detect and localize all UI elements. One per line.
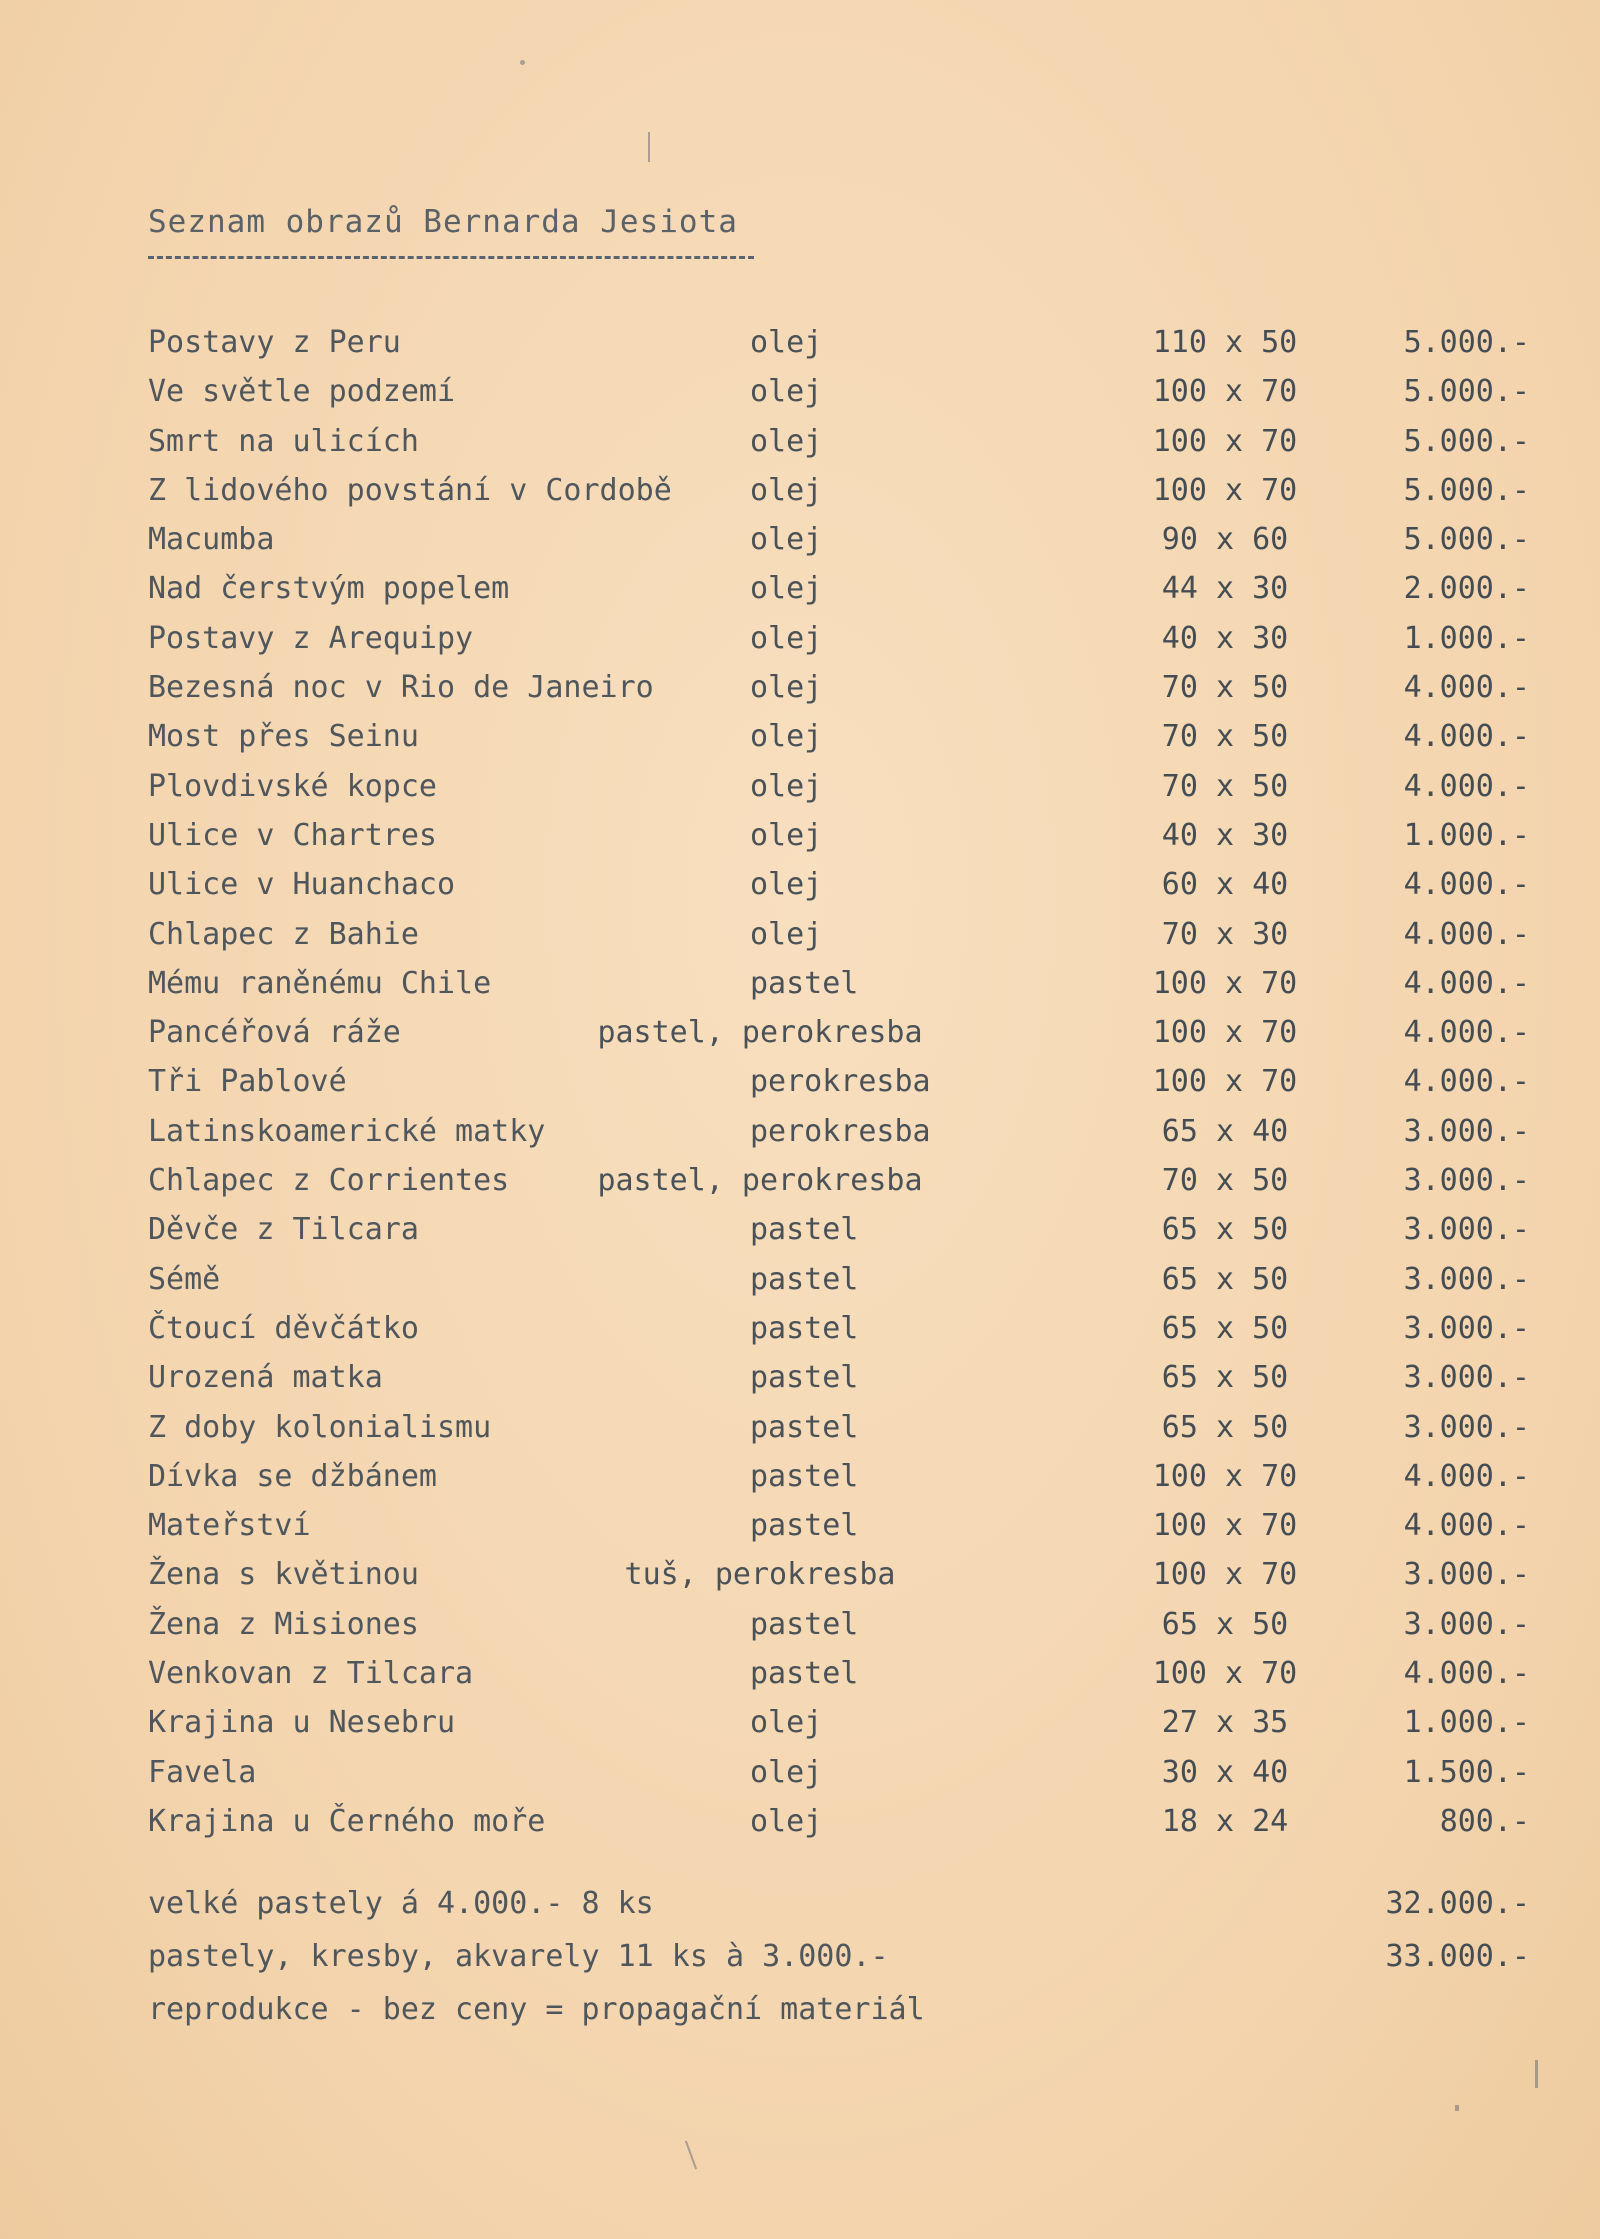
artwork-technique: pastel bbox=[750, 1458, 859, 1494]
artwork-technique: pastel bbox=[750, 1261, 859, 1297]
artwork-row bbox=[0, 1107, 1600, 1156]
artwork-row bbox=[0, 663, 1600, 712]
artwork-row bbox=[0, 1057, 1600, 1106]
artwork-price: 3.000.- bbox=[1403, 1409, 1530, 1445]
artwork-price: 800.- bbox=[1439, 1803, 1530, 1839]
artwork-title: Krajina u Nesebru bbox=[148, 1705, 456, 1741]
artwork-row bbox=[0, 811, 1600, 860]
artwork-row bbox=[0, 417, 1600, 466]
artwork-price: 4.000.- bbox=[1403, 916, 1530, 952]
artwork-technique: tuš, perokresba bbox=[624, 1557, 896, 1593]
artwork-title: Žena z Misiones bbox=[148, 1606, 419, 1642]
artwork-dimensions: 100 x 70 bbox=[1152, 1508, 1298, 1544]
artwork-title: Dívka se džbánem bbox=[148, 1458, 437, 1494]
artwork-row bbox=[0, 1698, 1600, 1747]
artwork-row bbox=[0, 1304, 1600, 1353]
artwork-dimensions: 110 x 50 bbox=[1152, 325, 1298, 360]
artwork-dimensions: 30 x 40 bbox=[1161, 1754, 1289, 1790]
artwork-dimensions: 100 x 70 bbox=[1152, 965, 1298, 1001]
artwork-row bbox=[0, 712, 1600, 761]
artwork-price: 4.000.- bbox=[1403, 965, 1530, 1001]
artwork-price: 4.000.- bbox=[1403, 1064, 1530, 1100]
artwork-dimensions: 100 x 70 bbox=[1152, 472, 1298, 508]
summary-row bbox=[0, 1877, 1600, 1930]
artwork-title: Smrt na ulicích bbox=[148, 423, 419, 459]
artwork-technique: pastel bbox=[750, 1508, 859, 1544]
summary-text: velké pastely á 4.000.- 8 ks bbox=[148, 1886, 654, 1921]
artwork-row bbox=[0, 1205, 1600, 1254]
artwork-price: 4.000.- bbox=[1403, 1015, 1530, 1051]
artwork-price: 3.000.- bbox=[1403, 1261, 1530, 1297]
artwork-dimensions: 65 x 50 bbox=[1161, 1360, 1289, 1396]
artwork-title: Bezesná noc v Rio de Janeiro bbox=[148, 670, 654, 706]
artwork-row bbox=[0, 860, 1600, 909]
artwork-dimensions: 70 x 50 bbox=[1161, 768, 1289, 804]
artwork-technique: olej bbox=[750, 768, 823, 804]
artwork-title: Latinskoamerické matky bbox=[148, 1113, 546, 1149]
artwork-price: 1.000.- bbox=[1403, 620, 1530, 656]
artwork-technique: olej bbox=[750, 670, 823, 706]
artwork-title: Mateřství bbox=[148, 1508, 311, 1544]
artwork-price: 4.000.- bbox=[1403, 670, 1530, 706]
artwork-dimensions: 100 x 70 bbox=[1152, 1656, 1298, 1692]
artwork-technique: pastel bbox=[750, 1310, 859, 1346]
artwork-dimensions: 44 x 30 bbox=[1161, 571, 1289, 607]
artwork-row bbox=[0, 1403, 1600, 1452]
artwork-price: 3.000.- bbox=[1403, 1163, 1530, 1199]
artwork-row bbox=[0, 367, 1600, 416]
artwork-technique: olej bbox=[750, 1705, 823, 1741]
artwork-technique: perokresba bbox=[750, 1113, 931, 1149]
artwork-price: 3.000.- bbox=[1403, 1113, 1530, 1149]
artwork-technique: pastel bbox=[750, 1656, 859, 1692]
artwork-dimensions: 100 x 70 bbox=[1152, 1557, 1298, 1593]
artwork-dimensions: 100 x 70 bbox=[1152, 423, 1298, 459]
artwork-price: 5.000.- bbox=[1403, 472, 1530, 508]
artwork-dimensions: 65 x 50 bbox=[1161, 1212, 1289, 1248]
artwork-row bbox=[0, 1600, 1600, 1649]
artwork-dimensions: 65 x 50 bbox=[1161, 1606, 1289, 1642]
artwork-title: Z doby kolonialismu bbox=[148, 1409, 492, 1445]
artwork-row bbox=[0, 466, 1600, 515]
artwork-price: 4.000.- bbox=[1403, 867, 1530, 903]
artwork-row bbox=[0, 1550, 1600, 1599]
artwork-title: Ulice v Huanchaco bbox=[148, 867, 456, 903]
artwork-technique: olej bbox=[750, 719, 823, 755]
artwork-title: Postavy z Arequipy bbox=[148, 620, 474, 656]
artwork-technique: pastel, perokresba bbox=[597, 1163, 923, 1199]
artwork-technique: pastel bbox=[750, 1212, 859, 1248]
summary-row bbox=[0, 1983, 1600, 2036]
artwork-dimensions: 70 x 50 bbox=[1161, 1163, 1289, 1199]
artwork-row bbox=[0, 1797, 1600, 1846]
artwork-price: 5.000.- bbox=[1403, 325, 1530, 360]
artwork-row bbox=[0, 1452, 1600, 1501]
artwork-price: 3.000.- bbox=[1403, 1310, 1530, 1346]
artwork-dimensions: 90 x 60 bbox=[1161, 522, 1289, 558]
artwork-row bbox=[0, 318, 1600, 367]
artwork-title: Most přes Seinu bbox=[148, 719, 419, 755]
summary-text: reprodukce - bez ceny = propagační materiál bbox=[148, 1992, 925, 2027]
artwork-dimensions: 18 x 24 bbox=[1161, 1803, 1289, 1839]
artwork-row bbox=[0, 614, 1600, 663]
artwork-dimensions: 60 x 40 bbox=[1161, 867, 1289, 903]
paper-speck bbox=[1535, 2060, 1538, 2088]
artwork-technique: olej bbox=[750, 423, 823, 459]
artwork-title: Krajina u Černého moře bbox=[148, 1803, 546, 1839]
artwork-technique: olej bbox=[750, 1803, 823, 1839]
artwork-row bbox=[0, 564, 1600, 613]
artwork-technique: olej bbox=[750, 571, 823, 607]
artwork-row bbox=[0, 1649, 1600, 1698]
artwork-row bbox=[0, 1501, 1600, 1550]
artwork-row bbox=[0, 1156, 1600, 1205]
artwork-row bbox=[0, 1008, 1600, 1057]
summary-text: pastely, kresby, akvarely 11 ks à 3.000.- bbox=[148, 1939, 889, 1974]
paper-speck bbox=[1455, 2105, 1459, 2111]
artwork-price: 1.000.- bbox=[1403, 817, 1530, 853]
artwork-title: Venkovan z Tilcara bbox=[148, 1656, 474, 1692]
artwork-price: 1.500.- bbox=[1403, 1754, 1530, 1790]
artwork-dimensions: 100 x 70 bbox=[1152, 374, 1298, 410]
artwork-technique: olej bbox=[750, 620, 823, 656]
artwork-technique: olej bbox=[750, 916, 823, 952]
artwork-dimensions: 27 x 35 bbox=[1161, 1705, 1289, 1741]
artwork-technique: pastel bbox=[750, 1360, 859, 1396]
artwork-title: Ulice v Chartres bbox=[148, 817, 437, 853]
paper-speck bbox=[685, 2141, 697, 2170]
artwork-title: Macumba bbox=[148, 522, 275, 558]
artwork-dimensions: 100 x 70 bbox=[1152, 1458, 1298, 1494]
artwork-price: 4.000.- bbox=[1403, 1458, 1530, 1494]
artwork-title: Ve světle podzemí bbox=[148, 374, 456, 410]
artwork-title: Děvče z Tilcara bbox=[148, 1212, 419, 1248]
artwork-price: 1.000.- bbox=[1403, 1705, 1530, 1741]
artwork-price: 5.000.- bbox=[1403, 522, 1530, 558]
paper-speck bbox=[520, 60, 525, 65]
artwork-price: 4.000.- bbox=[1403, 1656, 1530, 1692]
artwork-technique: pastel bbox=[750, 1606, 859, 1642]
artwork-row bbox=[0, 910, 1600, 959]
artwork-title: Nad čerstvým popelem bbox=[148, 571, 510, 607]
artwork-title: Čtoucí děvčátko bbox=[148, 1310, 419, 1346]
artwork-price: 5.000.- bbox=[1403, 423, 1530, 459]
title-underline bbox=[148, 256, 754, 259]
artwork-title: Favela bbox=[148, 1754, 257, 1790]
artwork-technique: olej bbox=[750, 522, 823, 558]
artwork-dimensions: 70 x 30 bbox=[1161, 916, 1289, 952]
artwork-title: Z lidového povstání v Cordobě bbox=[148, 472, 672, 508]
summary-row bbox=[0, 1930, 1600, 1983]
artwork-row bbox=[0, 515, 1600, 564]
artwork-dimensions: 65 x 50 bbox=[1161, 1261, 1289, 1297]
artwork-technique: olej bbox=[750, 374, 823, 410]
artwork-list bbox=[0, 318, 1600, 1846]
artwork-dimensions: 65 x 50 bbox=[1161, 1310, 1289, 1346]
artwork-price: 3.000.- bbox=[1403, 1606, 1530, 1642]
artwork-price: 4.000.- bbox=[1403, 1508, 1530, 1544]
artwork-dimensions: 70 x 50 bbox=[1161, 719, 1289, 755]
artwork-title: Pancéřová ráže bbox=[148, 1015, 401, 1051]
artwork-title: Žena s květinou bbox=[148, 1557, 419, 1593]
artwork-dimensions: 65 x 40 bbox=[1161, 1113, 1289, 1149]
artwork-title: Mému raněnému Chile bbox=[148, 965, 492, 1001]
artwork-technique: pastel, perokresba bbox=[597, 1015, 923, 1051]
artwork-technique: pastel bbox=[750, 965, 859, 1001]
artwork-row bbox=[0, 1255, 1600, 1304]
summary-amount: 33.000.- bbox=[1385, 1939, 1530, 1974]
artwork-technique: olej bbox=[750, 325, 823, 360]
artwork-row bbox=[0, 1748, 1600, 1797]
artwork-dimensions: 70 x 50 bbox=[1161, 670, 1289, 706]
artwork-technique: olej bbox=[750, 867, 823, 903]
artwork-dimensions: 40 x 30 bbox=[1161, 620, 1289, 656]
summary-amount: 32.000.- bbox=[1385, 1886, 1530, 1921]
artwork-technique: perokresba bbox=[750, 1064, 931, 1100]
artwork-title: Tři Pablové bbox=[148, 1064, 347, 1100]
artwork-dimensions: 100 x 70 bbox=[1152, 1015, 1298, 1051]
artwork-price: 4.000.- bbox=[1403, 719, 1530, 755]
document-title: Seznam obrazů Bernarda Jesiota bbox=[148, 204, 738, 240]
artwork-dimensions: 65 x 50 bbox=[1161, 1409, 1289, 1445]
artwork-technique: olej bbox=[750, 472, 823, 508]
artwork-price: 5.000.- bbox=[1403, 374, 1530, 410]
artwork-technique: olej bbox=[750, 1754, 823, 1790]
artwork-title: Urozená matka bbox=[148, 1360, 383, 1396]
artwork-price: 3.000.- bbox=[1403, 1557, 1530, 1593]
artwork-title: Chlapec z Corrientes bbox=[148, 1163, 510, 1199]
artwork-title: Postavy z Peru bbox=[148, 325, 401, 360]
artwork-price: 4.000.- bbox=[1403, 768, 1530, 804]
artwork-price: 3.000.- bbox=[1403, 1212, 1530, 1248]
artwork-title: Plovdivské kopce bbox=[148, 768, 437, 804]
artwork-price: 2.000.- bbox=[1403, 571, 1530, 607]
artwork-price: 3.000.- bbox=[1403, 1360, 1530, 1396]
artwork-title: Sémě bbox=[148, 1261, 221, 1297]
artwork-row bbox=[0, 1353, 1600, 1402]
artwork-dimensions: 100 x 70 bbox=[1152, 1064, 1298, 1100]
artwork-technique: olej bbox=[750, 817, 823, 853]
summary-block bbox=[0, 1877, 1600, 2036]
artwork-technique: pastel bbox=[750, 1409, 859, 1445]
artwork-row bbox=[0, 762, 1600, 811]
artwork-dimensions: 40 x 30 bbox=[1161, 817, 1289, 853]
artwork-title: Chlapec z Bahie bbox=[148, 916, 419, 952]
paper-speck bbox=[648, 132, 650, 162]
artwork-row bbox=[0, 959, 1600, 1008]
